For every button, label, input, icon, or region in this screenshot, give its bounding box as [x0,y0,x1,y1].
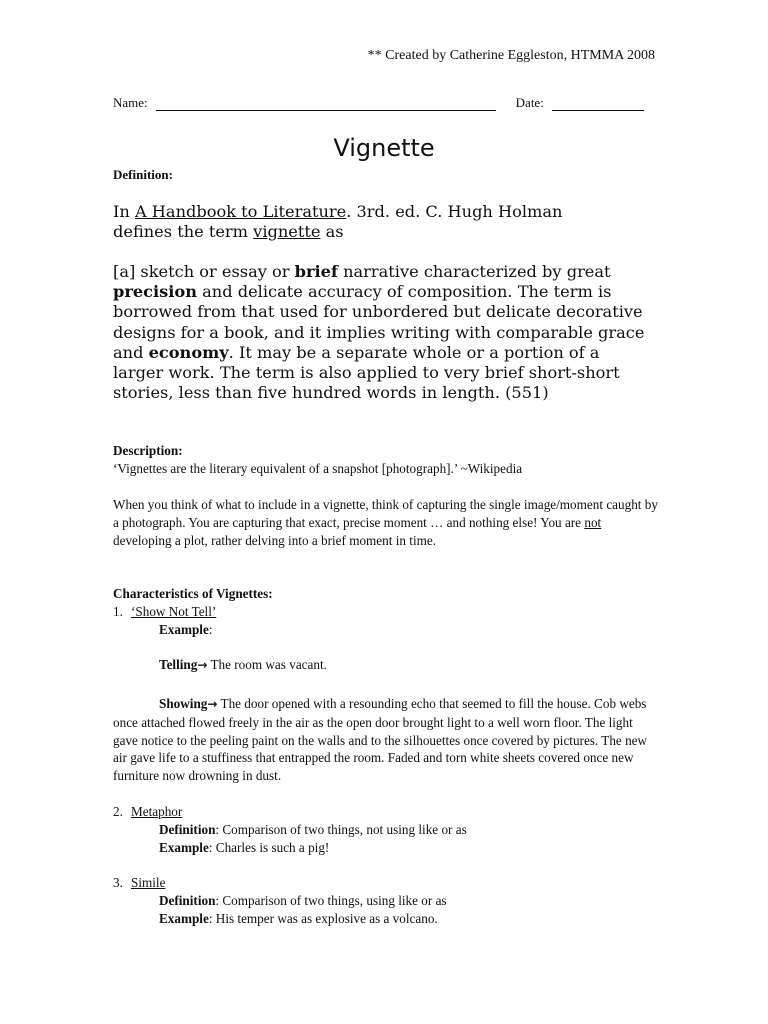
intro-text: In [113,202,135,221]
telling-line [113,656,658,675]
author-credit: ** Created by Catherine Eggleston, HTMMA 2008 [367,48,655,63]
definition-sublabel: Definition [159,821,216,837]
item-title: ‘Show Not Tell’ [131,603,217,619]
name-date-row [113,95,653,111]
paragraph-text: When you think of what to include in a vignette, think of capturing the single image/moment caught by a photograph. You are capturing that exact, precise moment … and nothing else! You are [113,497,658,530]
description-section [113,442,658,478]
definition-intro [113,202,653,242]
definition-line [113,821,658,839]
example-line [113,621,658,639]
list-item [113,803,658,821]
definition-line [113,892,658,910]
date-blank-line[interactable] [552,98,644,111]
arrow-right-icon: → [207,696,218,711]
quote-part: narrative characterized by great [337,262,611,281]
defined-term: vignette [253,222,321,242]
example-line [113,839,658,857]
book-title: A Handbook to Literature [134,202,347,221]
quote-brief: brief [294,262,338,281]
quote-part: [a] sketch or essay or [113,262,295,281]
showing-paragraph [113,695,658,785]
example-label: Example [159,910,209,926]
item-number: 2. [113,803,123,819]
example-text: : His temper was as explosive as a volcano. [208,910,438,926]
quote-economy: economy [148,342,229,362]
showing-label: Showing [159,695,208,711]
wikipedia-quote: ‘Vignettes are the literary equivalent of a snapshot [photograph].’ ~Wikipedia [113,460,523,476]
item-number: 1. [113,603,123,619]
intro-line2: defines the term [113,222,254,242]
emphasis-not: not [584,514,602,530]
list-item [113,874,658,892]
name-label: Name: [113,95,148,110]
definition-label: Definition: [113,167,173,182]
definition-sublabel: Definition [159,893,216,909]
definition-text: : Comparison of two things, using like or as [215,893,447,909]
item-number: 3. [113,875,123,891]
intro-line2-end: as [320,222,344,242]
item-title: Metaphor [131,803,183,819]
paragraph-text: developing a plot, rather delving into a brief moment in time. [113,532,437,548]
name-blank-line[interactable] [156,98,496,111]
quote-part: . It may be a separate whole or a portion of a larger work. The term is also applied to very brief short-short stories, less than five hundred words in length. (551) [113,342,620,403]
characteristics-label: Characteristics of Vignettes: [113,586,273,601]
quote-part: and delicate accuracy of composition. The term is borrowed from that used for unbordered but delicate decorative designs for a book, and it implies writing with comparable grace and [113,282,645,362]
definition-text: : Comparison of two things, not using like or as [215,821,467,837]
definition-quote [113,262,653,403]
quote-precision: precision [113,282,197,302]
description-paragraph [113,496,658,549]
example-text: : Charles is such a pig! [208,839,330,855]
example-label: Example [159,839,209,855]
description-label: Description: [113,443,183,458]
example-label: Example [159,621,209,637]
item-title: Simile [131,875,166,891]
arrow-right-icon: → [197,658,208,673]
showing-text: The door opened with a resounding echo that seemed to fill the house. Cob webs once attached flowed freely in the air as the open door brought light to a well worn floor. The light gave notice to the peeling paint on the walls and to the silhouettes once covered by pictures. The new air gave life to a stuffiness that entrapped the room. Faded and torn white sheets covered once new furniture now drowning in dust. [113,695,648,784]
characteristics-section [113,585,658,928]
example-line [113,910,658,928]
telling-label: Telling [159,657,198,673]
telling-text: The room was vacant. [207,657,327,673]
date-label: Date: [515,95,544,110]
page-title: Vignette [333,134,435,162]
intro-text-rest: . 3rd. ed. C. Hugh Holman [346,202,563,221]
list-item [113,603,658,621]
example-colon: : [208,621,213,637]
